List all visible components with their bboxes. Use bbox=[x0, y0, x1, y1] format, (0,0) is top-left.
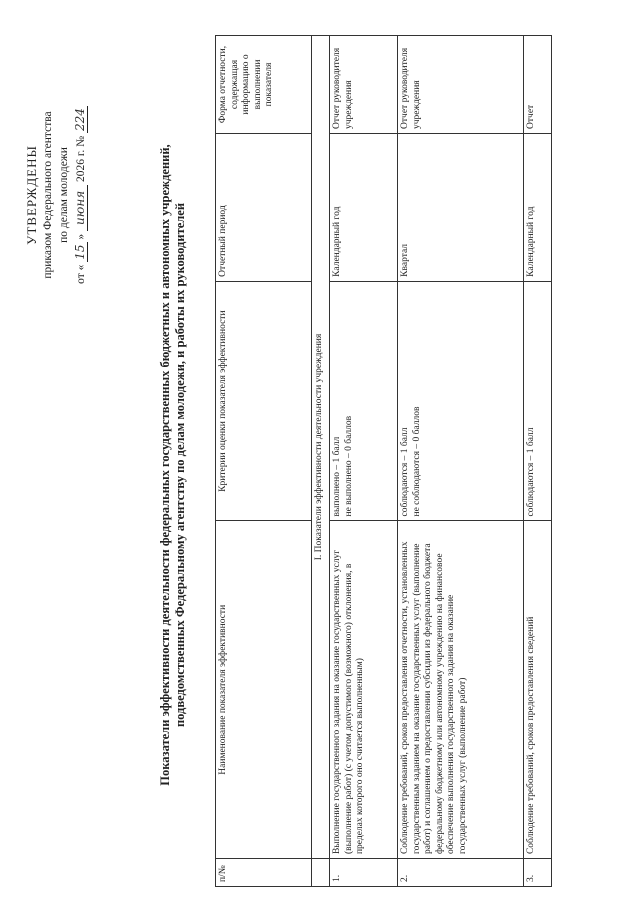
header-name: Наименование показателя эффективности bbox=[216, 521, 312, 859]
row-name: Выполнение государственного задания на оказание государственных услуг (выполнение работ) (с учетом допустимого (возможного) отклонения, в пределах которого оно считается выполненным) bbox=[330, 521, 398, 859]
row-criteria: соблюдаются – 1 балл не соблюдаются – 0 баллов bbox=[398, 281, 524, 521]
header-report: Форма отчетности, содержащая информацию о выполнении показателя bbox=[216, 36, 312, 134]
row-report: Отчет bbox=[524, 36, 552, 134]
document-title bbox=[158, 65, 188, 865]
year-text: 2026 г. № bbox=[75, 135, 87, 182]
approval-line-1: приказом Федерального агентства bbox=[42, 111, 54, 279]
table-row bbox=[330, 36, 398, 887]
row-report: Отчет руководителя учреждения bbox=[330, 36, 398, 134]
approval-line-2: по делам молодежи bbox=[58, 147, 70, 243]
row-criteria: соблюдаются – 1 балл bbox=[524, 281, 552, 521]
row-period: Календарный год bbox=[524, 133, 552, 281]
table-row bbox=[524, 36, 552, 887]
row-num: 2. bbox=[398, 859, 524, 887]
handwritten-month: июня bbox=[73, 185, 88, 231]
row-name: Соблюдение требований, сроков предоставления отчетности, установленных государственным заданием на оказание государственных услуг (выполнение работ) и соглашением о предоставлении субсидии из федерального бюджета федеральному бюджетному или автономному учреждению на финансовое обеспечение выполнения государственного задания на оказание государственных услуг (выполнение работ) bbox=[398, 521, 524, 859]
row-name: Соблюдение требований, сроков предоставления сведений bbox=[524, 521, 552, 859]
date-prefix: от « bbox=[75, 264, 87, 284]
table-row bbox=[398, 36, 524, 887]
indicators-table bbox=[215, 35, 552, 887]
row-num: 1. bbox=[330, 859, 398, 887]
header-criteria: Критерии оценки показателя эффективности bbox=[216, 281, 312, 521]
row-period: Календарный год bbox=[330, 133, 398, 281]
approval-date-line bbox=[72, 95, 89, 295]
handwritten-number: 224 bbox=[73, 108, 87, 132]
approval-heading: УТВЕРЖДЕНЫ bbox=[24, 145, 39, 245]
row-criteria: выполнено – 1 балл не выполнено – 0 баллов bbox=[330, 281, 398, 521]
section-title: I. Показатели эффективности деятельности учреждения bbox=[312, 36, 330, 859]
row-report: Отчет руководителя учреждения bbox=[398, 36, 524, 134]
table-header-row bbox=[216, 36, 312, 887]
header-num: п/№ bbox=[216, 859, 312, 887]
title-line-1: Показатели эффективности деятельности федеральных государственных бюджетных и автономных учреждений, bbox=[158, 144, 172, 786]
section-row bbox=[312, 36, 330, 887]
approval-block bbox=[24, 95, 89, 295]
row-num: 3. bbox=[524, 859, 552, 887]
handwritten-day: 15 bbox=[73, 244, 87, 260]
header-period: Отчетный период bbox=[216, 133, 312, 281]
title-line-2: подведомственных Федеральному агентству по делам молодежи, и работы их руководителей bbox=[173, 202, 187, 728]
date-separator: » bbox=[75, 233, 87, 240]
row-period: Квартал bbox=[398, 133, 524, 281]
